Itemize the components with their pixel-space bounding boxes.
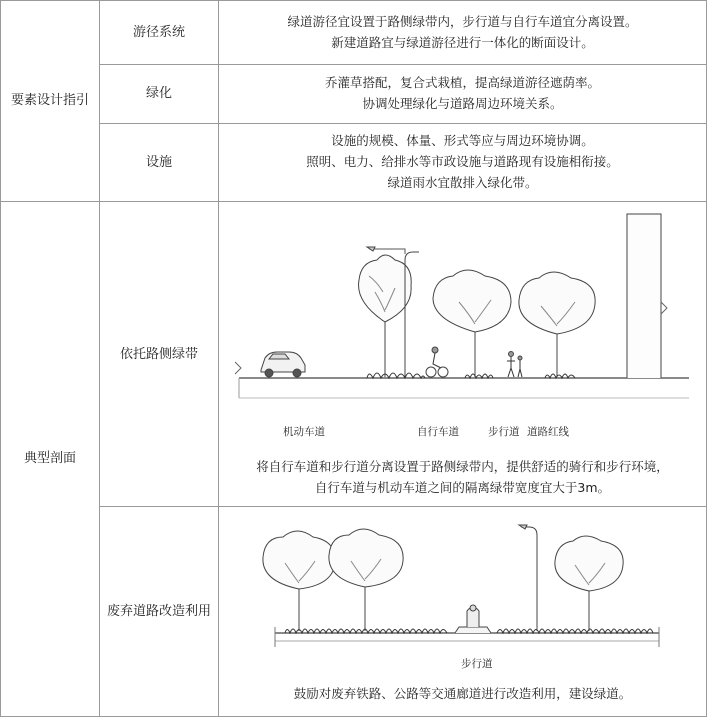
desc-line: 设施的规模、体量、形式等应与周边环境协调。 <box>331 133 594 148</box>
label-bike-lane: 自行车道 <box>417 426 459 438</box>
desc-line: 协调处理绿化与道路周边环境关系。 <box>362 96 563 111</box>
abandoned-road-section-drawing <box>219 507 706 657</box>
tree-icon <box>519 272 595 377</box>
label-walkway: 步行道 <box>488 426 520 438</box>
label-motor-lane: 机动车道 <box>283 426 325 438</box>
desc-line: 乔灌草搭配，复合式栽植，提高绿道游径遮荫率。 <box>324 75 600 90</box>
desc-line: 新建道路宜与绿道游径进行一体化的断面设计。 <box>331 35 594 50</box>
row-name-facilities: 设施 <box>145 154 172 170</box>
desc-line: 绿道游径宜设置于路侧绿带内，步行道与自行车道宜分离设置。 <box>287 14 638 29</box>
street-lamp-icon <box>519 525 537 631</box>
tree-icon <box>433 270 511 377</box>
car-icon <box>261 352 305 377</box>
building-icon <box>627 214 667 378</box>
row-name-abandoned-road: 废弃道路改造利用 <box>106 603 211 619</box>
label-road-red-line: 道路红线 <box>527 426 569 438</box>
row-name-greening: 绿化 <box>145 86 172 101</box>
label-walkway-2: 步行道 <box>461 658 493 670</box>
section-typical-profile: 典型剖面 <box>23 451 76 466</box>
desc-line: 照明、电力、给排水等市政设施与道路现有设施相衔接。 <box>306 154 619 169</box>
tree-icon <box>329 529 403 631</box>
desc-line: 自行车道与机动车道之间的隔离绿带宽度宜大于3m。 <box>314 480 611 495</box>
row-name-trail-system: 游径系统 <box>132 24 185 40</box>
row-desc-facilities <box>219 130 706 193</box>
cyclist-icon <box>426 347 448 377</box>
row-desc-trail-system <box>219 11 706 53</box>
roadside-green-section-drawing <box>219 202 706 430</box>
pedestrian-icon <box>507 352 522 378</box>
desc-line: 鼓励对废弃铁路、公路等交通廊道进行改造利用，建设绿道。 <box>293 686 632 701</box>
tree-icon <box>359 255 412 377</box>
row-desc-greening <box>219 72 706 114</box>
row-desc-roadside-green <box>219 456 706 498</box>
sculpture-icon <box>455 605 491 633</box>
desc-line: 将自行车道和步行道分离设置于路侧绿带内，提供舒适的骑行和步行环境， <box>256 459 669 474</box>
row-desc-abandoned-road <box>219 683 706 704</box>
section-element-guide: 要素设计指引 <box>10 93 89 108</box>
desc-line: 绿道雨水宜散排入绿化带。 <box>387 175 538 190</box>
tree-icon <box>555 536 623 631</box>
row-name-roadside-green: 依托路侧绿带 <box>119 347 198 362</box>
tree-icon <box>263 531 335 631</box>
